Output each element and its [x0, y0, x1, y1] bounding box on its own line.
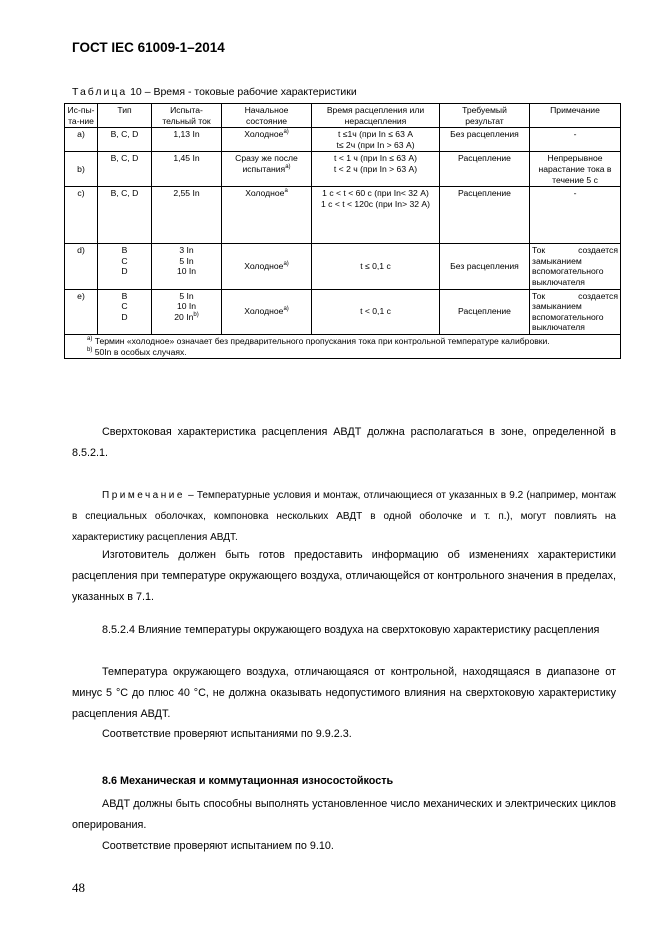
footnotes-cell: $^{a)}$ Термин «холодное» означает без предварительного пропускания тока при контрольной температуре калибровки. $^{b)}$ 50In в особых случаях. — [65, 334, 621, 358]
header-note: Примечание — [530, 104, 621, 128]
paragraph-1: Сверхтоковая характеристика расцепления АВДТ должна располагаться в зоне, определенной в 8.5.2.1. — [72, 426, 616, 459]
cell-time: 1 с < t < 60 с (при In< 32 А) 1 с < t < 120с (при In> 32 А) — [312, 187, 440, 244]
cell-type: B, C, D — [98, 187, 152, 244]
section-8-6-heading: 8.6 Механическая и коммутационная износостойкость — [102, 775, 394, 787]
cell-type: B, C, D — [98, 128, 152, 152]
header-time: Время расцепления или нерасцепления — [312, 104, 440, 128]
cell-test: e) — [65, 289, 98, 334]
characteristics-table — [64, 103, 621, 359]
table-row — [65, 152, 621, 187]
cell-note: - — [530, 128, 621, 152]
cell-current: 1,13 In — [152, 128, 222, 152]
header-current: Испыта-тельный ток — [152, 104, 222, 128]
table-caption-number: 10 — [130, 86, 142, 98]
document-title: ГОСТ IEC 61009-1–2014 — [72, 40, 225, 55]
cell-result: Расцепление — [440, 152, 530, 187]
cell-time: t ≤ 0,1 с — [312, 244, 440, 289]
paragraph-7: Соответствие проверяют испытанием по 9.10. — [102, 840, 334, 852]
header-test: Ис-пы-та-ние — [65, 104, 98, 128]
cell-result: Без расцепления — [440, 244, 530, 289]
table-footnotes — [65, 334, 621, 358]
cell-note: Ток создается замыканием вспомогательного выключателя — [530, 244, 621, 289]
table-row — [65, 128, 621, 152]
cell-note: - — [530, 187, 621, 244]
table-row — [65, 289, 621, 334]
cell-test: d) — [65, 244, 98, 289]
cell-type: B C D — [98, 244, 152, 289]
cell-current: 5 In 10 In 20 In$^{b)}$ — [152, 289, 222, 334]
paragraph-4: Температура окружающего воздуха, отличающаяся от контрольной, находящаяся в диапазоне от минус 5 °С до плюс 40 °С, не должна оказывать недопустимого влияния на сверхтоковую характеристику расцепления АВДТ. — [72, 666, 616, 720]
header-state: Начальное состояние — [222, 104, 312, 128]
header-result: Требуемый результат — [440, 104, 530, 128]
cell-type: B, C, D — [98, 152, 152, 187]
section-8-5-2-4: 8.5.2.4 Влияние температуры окружающего воздуха на сверхтоковую характеристику расцепления — [102, 624, 600, 636]
cell-current: 3 In 5 In 10 In — [152, 244, 222, 289]
cell-time: t ≤1ч (при In ≤ 63 А t≤ 2ч (при In > 63 А) — [312, 128, 440, 152]
cell-test: b) — [65, 152, 98, 187]
page-number: 48 — [72, 880, 85, 895]
paragraph-2: Изготовитель должен быть готов предоставить информацию об изменениях характеристики расцепления при температуре окружающего воздуха, отличающейся от контрольного значения в пределах, указанных в 7.1. — [72, 549, 616, 603]
cell-time: t < 1 ч (при In ≤ 63 А) t < 2 ч (при In > 63 А) — [312, 152, 440, 187]
cell-time: t < 0,1 с — [312, 289, 440, 334]
note-paragraph: Примечание – Температурные условия и монтаж, отличающиеся от указанных в 9.2 (например, монтаж в специальных оболочках, компоновка нескольких АВДТ в одной оболочке и т. п.), могут повлиять на характеристику расцепления АВДТ. — [72, 490, 616, 543]
cell-current: 2,55 In — [152, 187, 222, 244]
cell-state: Сразу же после испытания$^{a)}$ — [222, 152, 312, 187]
cell-current: 1,45 In — [152, 152, 222, 187]
cell-state: Холодное$^{a)}$ — [222, 128, 312, 152]
cell-state: Холодное$^{a)}$ — [222, 244, 312, 289]
cell-note: Ток создается замыканием вспомогательного выключателя — [530, 289, 621, 334]
cell-type: B C D — [98, 289, 152, 334]
cell-state: Холодное$^{a)}$ — [222, 289, 312, 334]
table-caption-label: Таблица — [72, 86, 128, 98]
header-type: Тип — [98, 104, 152, 128]
cell-note: Непрерывное нарастание тока в течение 5 с — [530, 152, 621, 187]
cell-result: Расцепление — [440, 289, 530, 334]
table-header-row — [65, 104, 621, 128]
table-row — [65, 244, 621, 289]
cell-state: Холодное$^a$ — [222, 187, 312, 244]
cell-test: c) — [65, 187, 98, 244]
cell-test: a) — [65, 128, 98, 152]
paragraph-5: Соответствие проверяют испытаниями по 9.9.2.3. — [102, 728, 352, 740]
cell-result: Расцепление — [440, 187, 530, 244]
table-caption-title: Время - токовые рабочие характеристики — [153, 86, 357, 98]
paragraph-6: АВДТ должны быть способны выполнять установленное число механических и электрических циклов оперирования. — [72, 798, 616, 831]
cell-result: Без расцепления — [440, 128, 530, 152]
table-row — [65, 187, 621, 244]
table-caption: Таблица 10 – Время - токовые рабочие характеристики — [72, 86, 357, 98]
